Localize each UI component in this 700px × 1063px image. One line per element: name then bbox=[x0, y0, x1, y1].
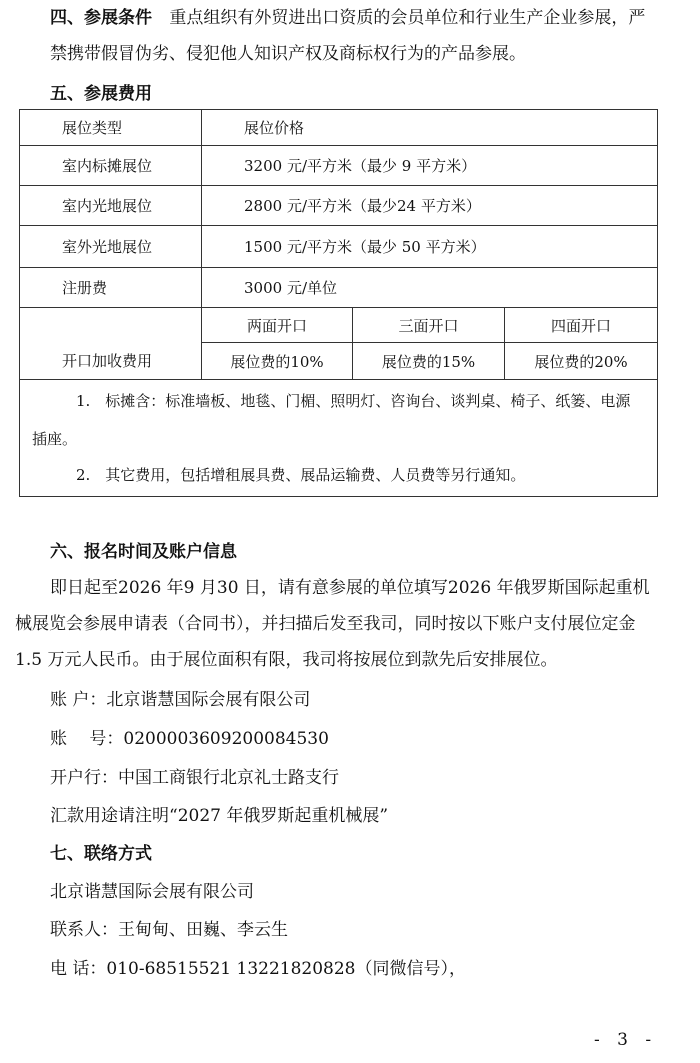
note-2: 2. 其它费用，包括增租展具费、展品运输费、人员费等另行通知。 bbox=[76, 466, 526, 484]
opening-four-sides: 四面开口 bbox=[505, 308, 658, 343]
section4-line2: 禁携带假冒伪劣、侵犯他人知识产权及商标权行为的产品参展。 bbox=[50, 44, 526, 64]
opening-header-row bbox=[20, 308, 658, 343]
row-type: 室内光地展位 bbox=[20, 186, 202, 226]
table-row bbox=[20, 268, 658, 308]
account-name: 账 户：北京谐慧国际会展有限公司 bbox=[50, 690, 311, 710]
section4-heading: 四、参展条件 bbox=[50, 8, 152, 28]
section6-para-line3: 1.5 万元人民币。由于展位面积有限，我司将按展位到款先后安排展位。 bbox=[15, 650, 558, 670]
page-number: - 3 - bbox=[594, 1030, 658, 1050]
contact-phone: 电 话：010-68515521 13221820828（同微信号）， bbox=[50, 959, 467, 979]
opening-label: 开口加收费用 bbox=[20, 308, 202, 380]
row-type: 注册费 bbox=[20, 268, 202, 308]
row-price: 2800 元/平方米（最少24 平方米） bbox=[202, 186, 658, 226]
row-type: 室外光地展位 bbox=[20, 226, 202, 268]
row-price: 1500 元/平方米（最少 50 平方米） bbox=[202, 226, 658, 268]
section5-heading: 五、参展费用 bbox=[50, 84, 152, 104]
table-header-row bbox=[20, 110, 658, 146]
note-1: 1. 标摊含：标准墙板、地毯、门楣、照明灯、咨询台、谈判桌、椅子、纸篓、电源插座。 bbox=[32, 392, 631, 448]
header-booth-type: 展位类型 bbox=[20, 110, 202, 146]
contact-persons: 联系人：王甸甸、田巍、李云生 bbox=[50, 920, 288, 940]
notes-row bbox=[20, 380, 658, 497]
section6-para-line2: 械展览会参展申请表（合同书），并扫描后发至我司，同时按以下账户支付展位定金 bbox=[15, 614, 636, 634]
table-row bbox=[20, 226, 658, 268]
account-number: 账 号：0200003609200084530 bbox=[50, 729, 329, 749]
row-price: 3200 元/平方米（最少 9 平方米） bbox=[202, 146, 658, 186]
section4-text: 重点组织有外贸进出口资质的会员单位和行业生产企业参展，严 bbox=[169, 8, 646, 28]
contact-company: 北京谐慧国际会展有限公司 bbox=[50, 882, 254, 902]
section6-para-line1: 即日起至2026 年9 月30 日，请有意参展的单位填写2026 年俄罗斯国际起重机 bbox=[50, 578, 650, 598]
section4-line1 bbox=[50, 6, 645, 30]
opening-three-sides-fee: 展位费的15% bbox=[353, 343, 505, 380]
opening-three-sides: 三面开口 bbox=[353, 308, 505, 343]
row-type: 室内标摊展位 bbox=[20, 146, 202, 186]
bank-name: 开户行：中国工商银行北京礼士路支行 bbox=[50, 768, 339, 788]
fee-table bbox=[19, 109, 658, 497]
opening-two-sides: 两面开口 bbox=[202, 308, 353, 343]
opening-two-sides-fee: 展位费的10% bbox=[202, 343, 353, 380]
section6-heading: 六、报名时间及账户信息 bbox=[50, 542, 237, 562]
table-row bbox=[20, 146, 658, 186]
row-price: 3000 元/单位 bbox=[202, 268, 658, 308]
header-booth-price: 展位价格 bbox=[202, 110, 658, 146]
opening-four-sides-fee: 展位费的20% bbox=[505, 343, 658, 380]
section7-heading: 七、联络方式 bbox=[50, 844, 152, 864]
table-notes bbox=[20, 380, 658, 497]
remittance-remark: 汇款用途请注明“2027 年俄罗斯起重机械展” bbox=[50, 806, 389, 826]
table-row bbox=[20, 186, 658, 226]
